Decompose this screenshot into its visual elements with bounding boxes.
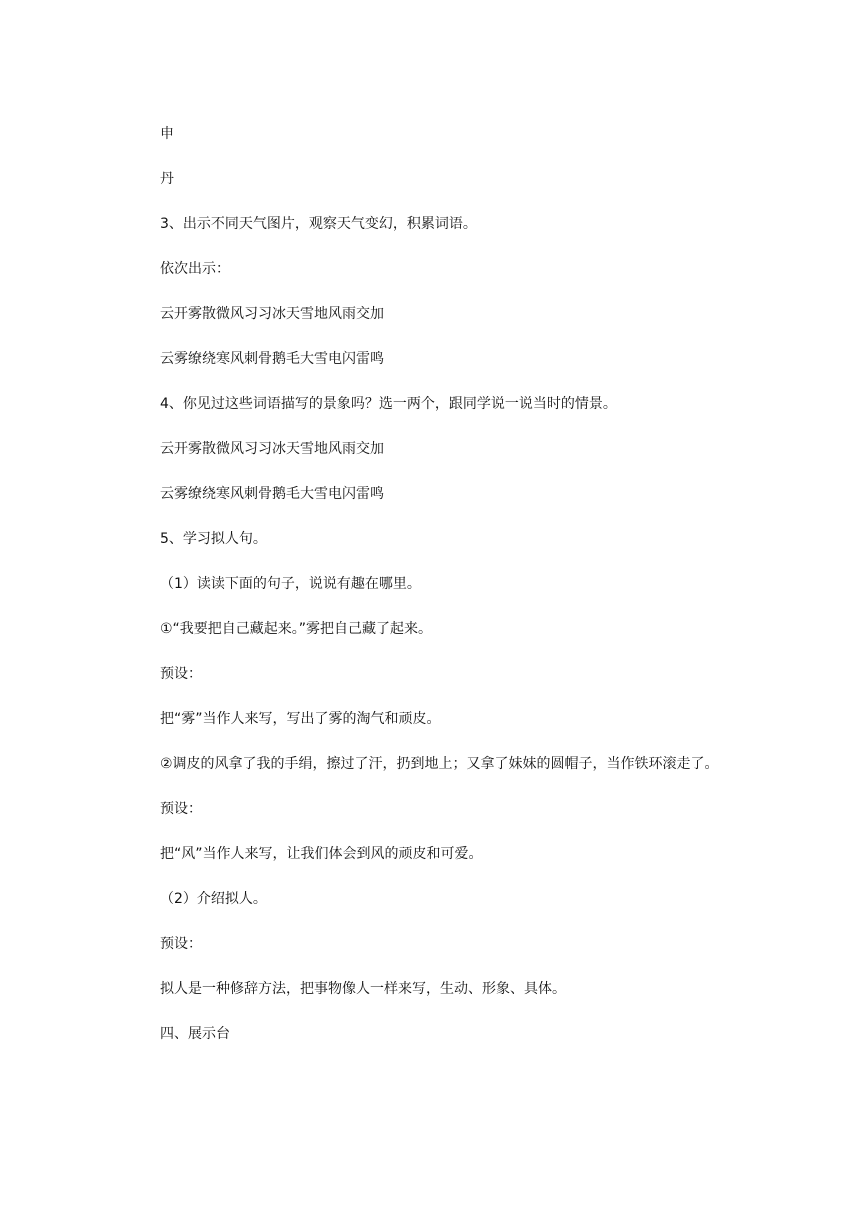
paragraph-char-dan: 丹 bbox=[160, 171, 174, 187]
paragraph-definition: 拟人是一种修辞方法，把事物像人一样来写，生动、形象、具体。 bbox=[160, 981, 566, 997]
paragraph-words-line-1: 云开雾散微风习习冰天雪地风雨交加 bbox=[160, 306, 384, 322]
paragraph-example-2: ②调皮的风拿了我的手绢，擦过了汗，扔到地上；又拿了妹妹的圆帽子，当作铁环滚走了。 bbox=[160, 756, 719, 772]
paragraph-preset-2: 预设： bbox=[160, 801, 202, 817]
paragraph-words-line-4: 云雾缭绕寒风刺骨鹅毛大雪电闪雷鸣 bbox=[160, 486, 384, 502]
paragraph-preset-3: 预设： bbox=[160, 936, 202, 952]
paragraph-example-1: ①“我要把自己藏起来。”雾把自己藏了起来。 bbox=[160, 621, 433, 637]
document-body bbox=[132, 112, 732, 1057]
paragraph-words-line-2: 云雾缭绕寒风刺骨鹅毛大雪电闪雷鸣 bbox=[160, 351, 384, 367]
paragraph-show-in-order: 依次出示： bbox=[160, 261, 230, 277]
paragraph-char-shen: 申 bbox=[160, 126, 174, 142]
paragraph-preset-1-answer: 把“雾”当作人来写，写出了雾的淘气和顽皮。 bbox=[160, 711, 441, 727]
paragraph-preset-2-answer: 把“风”当作人来写，让我们体会到风的顽皮和可爱。 bbox=[160, 846, 483, 862]
paragraph-step-4: 4、你见过这些词语描写的景象吗？选一两个，跟同学说一说当时的情景。 bbox=[160, 396, 617, 412]
paragraph-section-four-heading: 四、展示台 bbox=[160, 1026, 230, 1042]
paragraph-sub-1: （1）读读下面的句子，说说有趣在哪里。 bbox=[160, 576, 421, 592]
paragraph-words-line-3: 云开雾散微风习习冰天雪地风雨交加 bbox=[160, 441, 384, 457]
paragraph-step-3: 3、出示不同天气图片，观察天气变幻，积累词语。 bbox=[160, 216, 477, 232]
paragraph-step-5: 5、学习拟人句。 bbox=[160, 531, 267, 547]
paragraph-sub-2: （2）介绍拟人。 bbox=[160, 891, 267, 907]
paragraph-preset-1: 预设： bbox=[160, 666, 202, 682]
